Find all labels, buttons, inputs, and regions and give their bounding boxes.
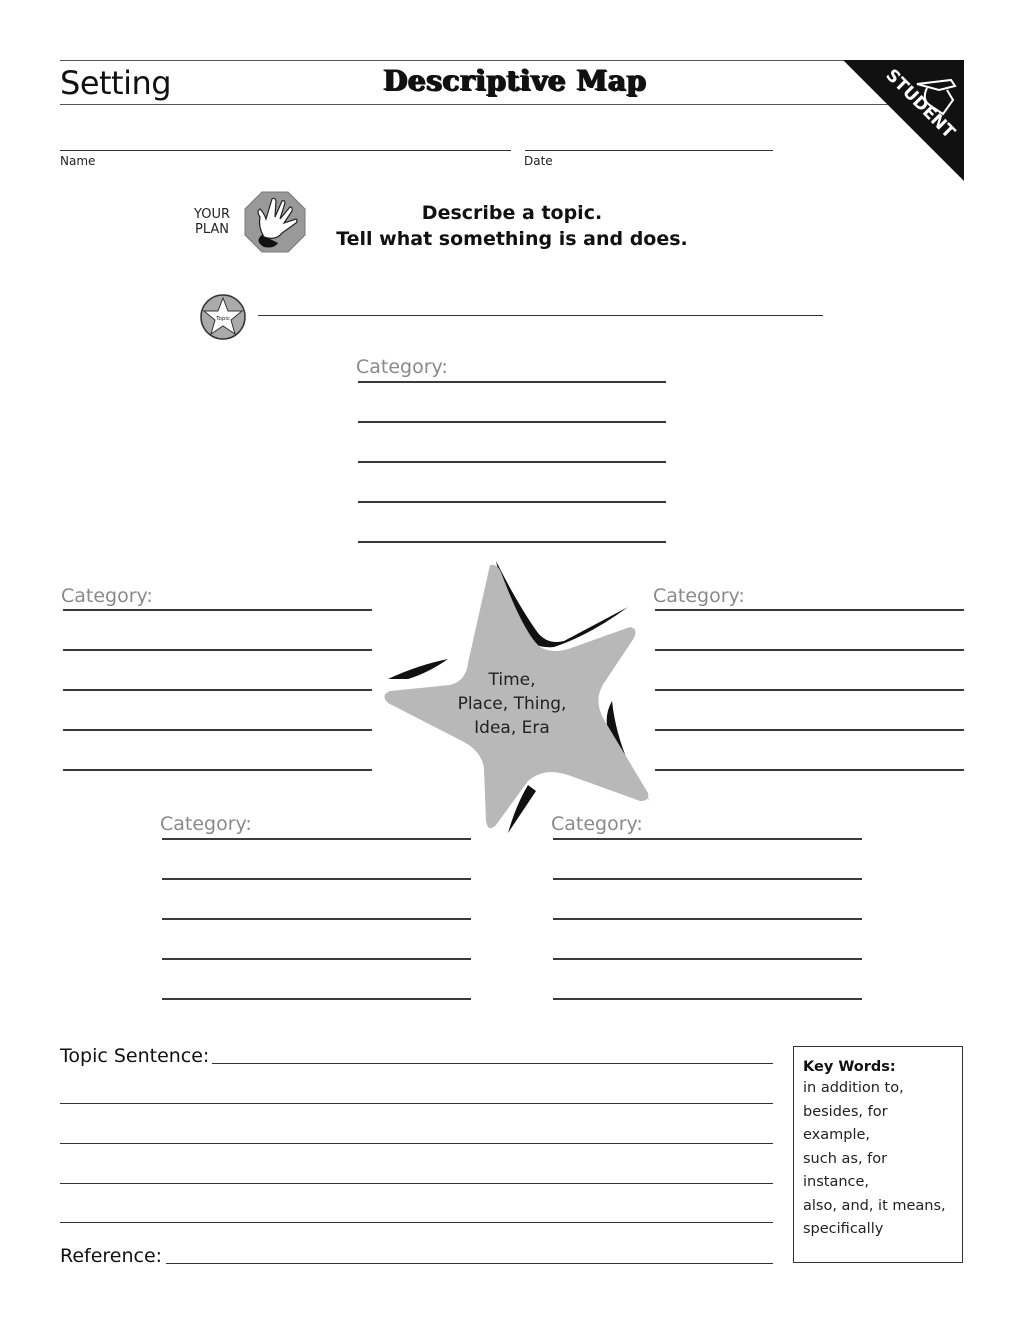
student-badge [843, 60, 965, 182]
your-plan-label [194, 207, 230, 237]
category-right-line[interactable] [655, 609, 964, 611]
topic-sentence-line[interactable] [212, 1063, 773, 1064]
writing-line[interactable] [60, 1143, 773, 1144]
category-right-line[interactable] [655, 769, 964, 771]
your-plan-line1: YOUR [194, 207, 231, 222]
category-right-line[interactable] [655, 649, 964, 651]
topic-star-badge-icon [199, 293, 247, 341]
key-words-line: besides, for example, [803, 1103, 888, 1143]
date-label: Date [524, 154, 553, 168]
category-bottom-right-line[interactable] [553, 958, 862, 960]
category-right-line[interactable] [655, 689, 964, 691]
category-bottom-right-line[interactable] [553, 918, 862, 920]
student-badge-label: STUDENT [881, 65, 959, 143]
category-top-line[interactable] [358, 461, 666, 463]
section-title: Setting [60, 64, 172, 102]
category-bottom-right-line[interactable] [553, 998, 862, 1000]
category-left-label: Category: [61, 585, 153, 607]
date-field[interactable] [525, 150, 773, 151]
center-star-line1: Time, [488, 670, 536, 690]
key-words-line: such as, for instance, [803, 1150, 888, 1190]
category-top-label: Category: [356, 356, 448, 378]
page-title: Descriptive Map [383, 64, 647, 97]
header-bottom-rule [60, 104, 900, 105]
category-left-line[interactable] [63, 649, 372, 651]
category-left-line[interactable] [63, 769, 372, 771]
key-words-line: specifically [803, 1221, 884, 1237]
category-bottom-left-label: Category: [160, 813, 252, 835]
category-bottom-right-line[interactable] [553, 878, 862, 880]
reference-label: Reference: [60, 1245, 163, 1267]
name-label: Name [60, 154, 96, 168]
topic-input-line[interactable] [258, 315, 823, 316]
category-left-line[interactable] [63, 729, 372, 731]
key-words-line: in addition to, [803, 1080, 904, 1096]
category-left-line[interactable] [63, 609, 372, 611]
category-top-line[interactable] [358, 541, 666, 543]
writing-line[interactable] [60, 1222, 773, 1223]
key-words-box [793, 1046, 963, 1263]
category-bottom-right-line[interactable] [553, 838, 862, 840]
writing-line[interactable] [60, 1103, 773, 1104]
key-words-title: Key Words: [803, 1059, 896, 1075]
key-words-list [803, 1077, 953, 1242]
topic-badge-text: Topic [216, 316, 230, 322]
category-bottom-left-line[interactable] [162, 918, 471, 920]
category-bottom-left-line[interactable] [162, 958, 471, 960]
center-star-line3: Idea, Era [474, 718, 550, 738]
header-top-rule [60, 60, 910, 61]
category-top-line[interactable] [358, 421, 666, 423]
category-bottom-left-line[interactable] [162, 838, 471, 840]
category-top-line[interactable] [358, 501, 666, 503]
your-plan-line2: PLAN [195, 222, 229, 237]
instruction-line-2: Tell what something is and does. [336, 228, 688, 250]
center-star-line2: Place, Thing, [457, 694, 567, 714]
instruction-line-1: Describe a topic. [421, 202, 603, 224]
category-right-label: Category: [653, 585, 745, 607]
category-bottom-right-label: Category: [551, 813, 643, 835]
writing-line[interactable] [60, 1183, 773, 1184]
category-bottom-left-line[interactable] [162, 998, 471, 1000]
category-top-line[interactable] [358, 381, 666, 383]
category-bottom-left-line[interactable] [162, 878, 471, 880]
reference-line[interactable] [166, 1263, 773, 1264]
key-words-line: also, and, it means, [803, 1197, 946, 1214]
center-star-text [440, 668, 584, 740]
topic-sentence-label: Topic Sentence: [60, 1045, 210, 1067]
hand-stop-icon [244, 191, 306, 253]
name-field[interactable] [60, 150, 511, 151]
category-left-line[interactable] [63, 689, 372, 691]
instructions [330, 200, 694, 252]
category-right-line[interactable] [655, 729, 964, 731]
